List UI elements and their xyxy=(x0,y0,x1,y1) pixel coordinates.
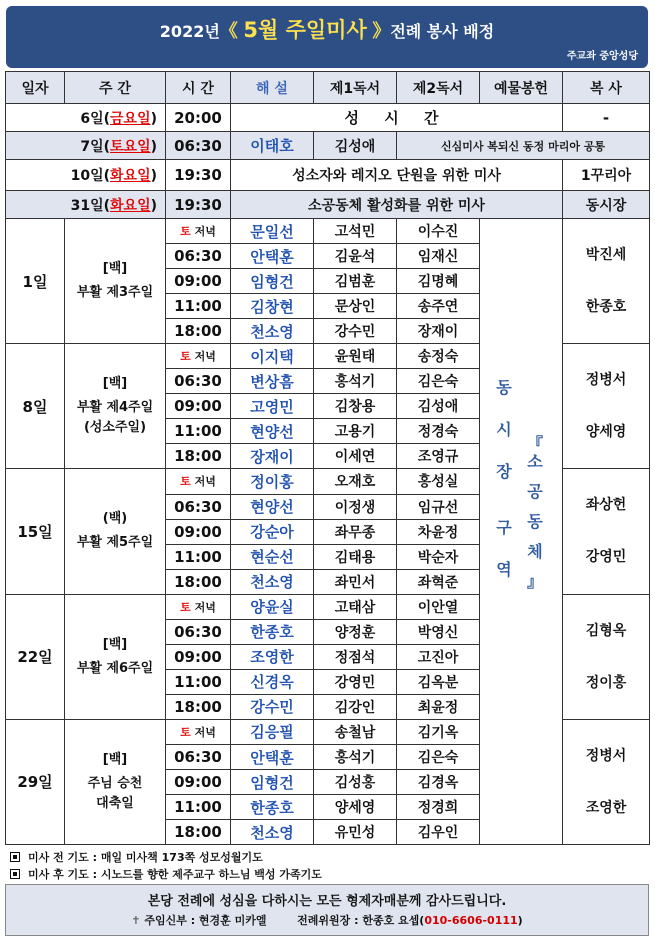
header-server: 복 사 xyxy=(563,72,650,104)
week-label-line: 부활 제3주일 xyxy=(76,285,154,300)
special-event: 성소자와 레지오 단원을 위한 미사 xyxy=(231,160,563,191)
reader1-name: 고용기 xyxy=(314,419,397,444)
mass-time: 11:00 xyxy=(166,544,231,569)
offering-assignment xyxy=(480,219,563,845)
server-name: 김형옥 xyxy=(585,622,627,639)
commentator-name: 천소영 xyxy=(231,569,314,594)
reader2-name: 임재신 xyxy=(397,244,480,269)
server-name: 좌상헌 xyxy=(585,497,627,514)
mass-time: 06:30 xyxy=(166,494,231,519)
reader2-name: 정경희 xyxy=(397,795,480,820)
reader2-name: 김은숙 xyxy=(397,745,480,770)
bullet-icon xyxy=(10,869,20,879)
week-label-line: (백) xyxy=(102,511,128,527)
title-banner xyxy=(6,6,648,68)
reader1-name: 정점석 xyxy=(314,644,397,669)
saturday-marker: 토 xyxy=(180,350,191,364)
reader1-name: 윤원태 xyxy=(314,344,397,369)
week-label-line: [백] xyxy=(102,261,128,276)
offering-char: 동 xyxy=(496,378,512,397)
reader1-name: 고석민 xyxy=(314,219,397,244)
reader1-name: 강수민 xyxy=(314,319,397,344)
commentator-name: 현양선 xyxy=(231,419,314,444)
saturday-evening-label xyxy=(166,344,231,369)
special-event: 신심미사 복되신 동정 마리아 공통 xyxy=(397,132,650,160)
phone-number: 010-6606-0111 xyxy=(424,914,518,927)
mass-time: 18:00 xyxy=(166,694,231,719)
week-label-line: (성소주일) xyxy=(83,420,147,436)
week-label-line: [백] xyxy=(102,751,128,767)
reader1-name: 고태삼 xyxy=(314,594,397,619)
saturday-evening-label xyxy=(166,469,231,494)
week-label-line: [백] xyxy=(102,376,128,392)
reader1-name: 좌무종 xyxy=(314,519,397,544)
mass-time: 06:30 xyxy=(166,745,231,770)
header-reader1: 제1독서 xyxy=(314,72,397,104)
reader2-name: 송주연 xyxy=(397,294,480,319)
offering-group-char: 체 xyxy=(527,542,543,561)
schedule-table xyxy=(5,71,650,845)
note-line: 미사 전 기도 : 매일 미사책 173쪽 성모성월기도 xyxy=(5,849,647,866)
offering-group-char: 『 xyxy=(526,434,543,453)
reader2-name: 최윤정 xyxy=(397,694,480,719)
commentator-name: 안택훈 xyxy=(231,244,314,269)
chair-name: 전례위원장 : 한종호 요셉( xyxy=(297,914,425,927)
mass-row xyxy=(6,219,650,244)
week-date: 22일 xyxy=(6,594,65,719)
header-time: 시 간 xyxy=(166,72,231,104)
commentator-name: 양윤실 xyxy=(231,594,314,619)
special-event: 성 시 간 xyxy=(231,104,563,132)
week-label-line: [백] xyxy=(102,636,128,652)
header-offering: 예물봉헌 xyxy=(480,72,563,104)
server-name: 한종호 xyxy=(585,299,627,315)
mass-time: 06:30 xyxy=(166,369,231,394)
special-date: 31일(화요일) xyxy=(6,191,166,219)
special-server: 1꾸리아 xyxy=(563,160,650,191)
commentator-name: 문일선 xyxy=(231,219,314,244)
saturday-evening-label xyxy=(166,594,231,619)
offering-group-name xyxy=(524,431,546,591)
commentator-name: 변상흠 xyxy=(231,369,314,394)
commentator-name: 현양선 xyxy=(231,494,314,519)
commentator-name: 천소영 xyxy=(231,820,314,845)
header-week: 주 간 xyxy=(65,72,166,104)
server-names xyxy=(563,469,650,594)
note-line: 미사 후 기도 : 시노드를 향한 제주교구 하느님 백성 가족기도 xyxy=(5,866,647,883)
saturday-marker: 토 xyxy=(180,225,191,238)
week-label xyxy=(65,344,166,469)
special-reader1: 김성애 xyxy=(314,132,397,160)
reader2-name: 좌혁준 xyxy=(397,569,480,594)
special-date: 7일(토요일) xyxy=(6,132,166,160)
commentator-name: 김창현 xyxy=(231,294,314,319)
evening-label: 저녁 xyxy=(194,225,216,238)
reader1-name: 홍석기 xyxy=(314,369,397,394)
mass-time: 18:00 xyxy=(166,820,231,845)
server-name: 강영민 xyxy=(585,549,627,566)
offering-char: 장 xyxy=(496,462,512,481)
mass-time: 06:30 xyxy=(166,244,231,269)
commentator-name: 현순선 xyxy=(231,544,314,569)
evening-label: 저녁 xyxy=(194,725,216,739)
page-title: 2022년《 5월 주일미사 》전례 봉사 배정 xyxy=(159,18,495,42)
evening-label: 저녁 xyxy=(194,600,216,614)
commentator-name: 강수민 xyxy=(231,694,314,719)
commentator-name: 신경옥 xyxy=(231,669,314,694)
special-server: 동시장 xyxy=(563,191,650,219)
mass-time: 09:00 xyxy=(166,770,231,795)
mass-time: 06:30 xyxy=(166,619,231,644)
reader2-name: 김우인 xyxy=(397,820,480,845)
pastor-name: 주임신부 : 현경훈 미카엘 xyxy=(144,914,267,927)
week-date: 15일 xyxy=(6,469,65,594)
saturday-marker: 토 xyxy=(180,475,191,489)
week-label-line: 부활 제4주일 xyxy=(76,400,154,416)
commentator-name: 고영민 xyxy=(231,394,314,419)
server-name: 정이홍 xyxy=(585,674,627,691)
week-date: 29일 xyxy=(6,719,65,844)
reader2-name: 고진아 xyxy=(397,644,480,669)
offering-char: 구 xyxy=(496,518,512,537)
special-time: 19:30 xyxy=(166,191,231,219)
reader2-name: 홍성실 xyxy=(397,469,480,494)
reader1-name: 김태용 xyxy=(314,544,397,569)
parish-name: 주교좌 중앙성당 xyxy=(566,51,638,62)
offering-group xyxy=(494,369,514,593)
evening-label: 저녁 xyxy=(194,350,216,364)
special-commentator: 이태호 xyxy=(231,132,314,160)
server-name: 박진세 xyxy=(585,247,627,263)
special-time: 19:30 xyxy=(166,160,231,191)
mass-time: 11:00 xyxy=(166,795,231,820)
commentator-name: 장재이 xyxy=(231,444,314,469)
mass-time: 11:00 xyxy=(166,294,231,319)
mass-time: 09:00 xyxy=(166,519,231,544)
month-label: 5월 주일미사 xyxy=(243,18,367,42)
reader1-name: 김성홍 xyxy=(314,770,397,795)
saturday-evening-label xyxy=(166,219,231,244)
prayer-notes xyxy=(5,849,647,883)
reader1-name: 송철남 xyxy=(314,719,397,744)
special-time: 20:00 xyxy=(166,104,231,132)
reader1-name: 이정생 xyxy=(314,494,397,519)
server-names xyxy=(563,219,650,344)
week-label-line: 주님 승천 xyxy=(87,775,143,791)
reader2-name: 이수진 xyxy=(397,219,480,244)
offering-group-char: 동 xyxy=(527,512,543,531)
saturday-marker: 토 xyxy=(180,725,191,739)
reader1-name: 김창용 xyxy=(314,394,397,419)
offering-group-char: 소 xyxy=(527,452,543,471)
reader1-name: 이세연 xyxy=(314,444,397,469)
special-server: - xyxy=(563,104,650,132)
reader1-name: 양정훈 xyxy=(314,619,397,644)
reader2-name: 김은숙 xyxy=(397,369,480,394)
footer xyxy=(5,884,649,936)
offering-char: 역 xyxy=(496,560,512,579)
offering-group-char: 』 xyxy=(526,572,543,591)
mass-time: 18:00 xyxy=(166,444,231,469)
reader1-name: 양세영 xyxy=(314,795,397,820)
server-name: 정병서 xyxy=(585,747,627,764)
evening-label: 저녁 xyxy=(194,475,216,489)
reader2-name: 김기옥 xyxy=(397,719,480,744)
bullet-icon xyxy=(10,852,20,862)
special-row xyxy=(6,160,650,191)
reader2-name: 김성애 xyxy=(397,394,480,419)
reader2-name: 조영규 xyxy=(397,444,480,469)
special-date: 10일(화요일) xyxy=(6,160,166,191)
mass-time: 09:00 xyxy=(166,269,231,294)
week-date: 8일 xyxy=(6,344,65,469)
saturday-evening-label xyxy=(166,719,231,744)
special-date: 6일(금요일) xyxy=(6,104,166,132)
reader2-name: 송정숙 xyxy=(397,344,480,369)
reader2-name: 차윤정 xyxy=(397,519,480,544)
week-label-line: 부활 제6주일 xyxy=(76,660,154,676)
reader2-name: 박영신 xyxy=(397,619,480,644)
special-time: 06:30 xyxy=(166,132,231,160)
reader1-name: 오재호 xyxy=(314,469,397,494)
reader1-name: 홍석기 xyxy=(314,745,397,770)
week-label xyxy=(65,719,166,844)
reader2-name: 김명혜 xyxy=(397,269,480,294)
signatures: ✝ 주임신부 : 현경훈 미카엘 전례위원장 : 한종호 요셉(010-6606-0111) xyxy=(131,914,523,927)
reader1-name: 문상인 xyxy=(314,294,397,319)
server-name: 정병서 xyxy=(585,372,627,389)
commentator-name: 한종호 xyxy=(231,795,314,820)
mass-time: 09:00 xyxy=(166,394,231,419)
special-row xyxy=(6,132,650,160)
commentator-name: 강순아 xyxy=(231,519,314,544)
commentator-name: 임형건 xyxy=(231,770,314,795)
week-label xyxy=(65,219,166,344)
reader2-name: 김옥분 xyxy=(397,669,480,694)
reader1-name: 김윤석 xyxy=(314,244,397,269)
commentator-name: 천소영 xyxy=(231,319,314,344)
commentator-name: 이지택 xyxy=(231,344,314,369)
server-names xyxy=(563,594,650,719)
reader2-name: 장재이 xyxy=(397,319,480,344)
week-label xyxy=(65,594,166,719)
commentator-name: 임형건 xyxy=(231,269,314,294)
reader2-name: 정경숙 xyxy=(397,419,480,444)
reader1-name: 유민성 xyxy=(314,820,397,845)
reader2-name: 김경옥 xyxy=(397,770,480,795)
reader1-name: 좌민서 xyxy=(314,569,397,594)
week-date: 1일 xyxy=(6,219,65,344)
offering-group-char: 공 xyxy=(527,482,543,501)
server-name: 조영한 xyxy=(585,799,627,816)
week-label-line: 부활 제5주일 xyxy=(76,535,154,551)
special-row xyxy=(6,191,650,219)
commentator-name: 김응필 xyxy=(231,719,314,744)
reader2-name: 임규선 xyxy=(397,494,480,519)
special-row xyxy=(6,104,650,132)
server-names xyxy=(563,344,650,469)
commentator-name: 안택훈 xyxy=(231,745,314,770)
mass-time: 18:00 xyxy=(166,319,231,344)
saturday-marker: 토 xyxy=(180,600,191,614)
header-row xyxy=(6,72,650,104)
offering-char: 시 xyxy=(496,420,512,439)
thanks-message: 본당 전례에 성심을 다하시는 모든 형제자매분께 감사드립니다. xyxy=(147,894,507,909)
mass-time: 11:00 xyxy=(166,669,231,694)
reader1-name: 김범훈 xyxy=(314,269,397,294)
server-names xyxy=(563,719,650,844)
reader2-name: 박순자 xyxy=(397,544,480,569)
commentator-name: 정이홍 xyxy=(231,469,314,494)
commentator-name: 조영한 xyxy=(231,644,314,669)
special-event: 소공동체 활성화를 위한 미사 xyxy=(231,191,563,219)
reader1-name: 강영민 xyxy=(314,669,397,694)
header-commentator: 해 설 xyxy=(231,72,314,104)
week-label-line: 대축일 xyxy=(96,795,134,811)
offering-text-wrap xyxy=(480,219,562,844)
cross-icon: ✝ xyxy=(131,914,141,927)
reader1-name: 김강인 xyxy=(314,694,397,719)
header-reader2: 제2독서 xyxy=(397,72,480,104)
commentator-name: 한종호 xyxy=(231,619,314,644)
mass-time: 09:00 xyxy=(166,644,231,669)
week-label xyxy=(65,469,166,594)
mass-time: 11:00 xyxy=(166,419,231,444)
mass-time: 18:00 xyxy=(166,569,231,594)
reader2-name: 이안열 xyxy=(397,594,480,619)
server-name: 양세영 xyxy=(585,424,627,441)
header-date: 일자 xyxy=(6,72,65,104)
